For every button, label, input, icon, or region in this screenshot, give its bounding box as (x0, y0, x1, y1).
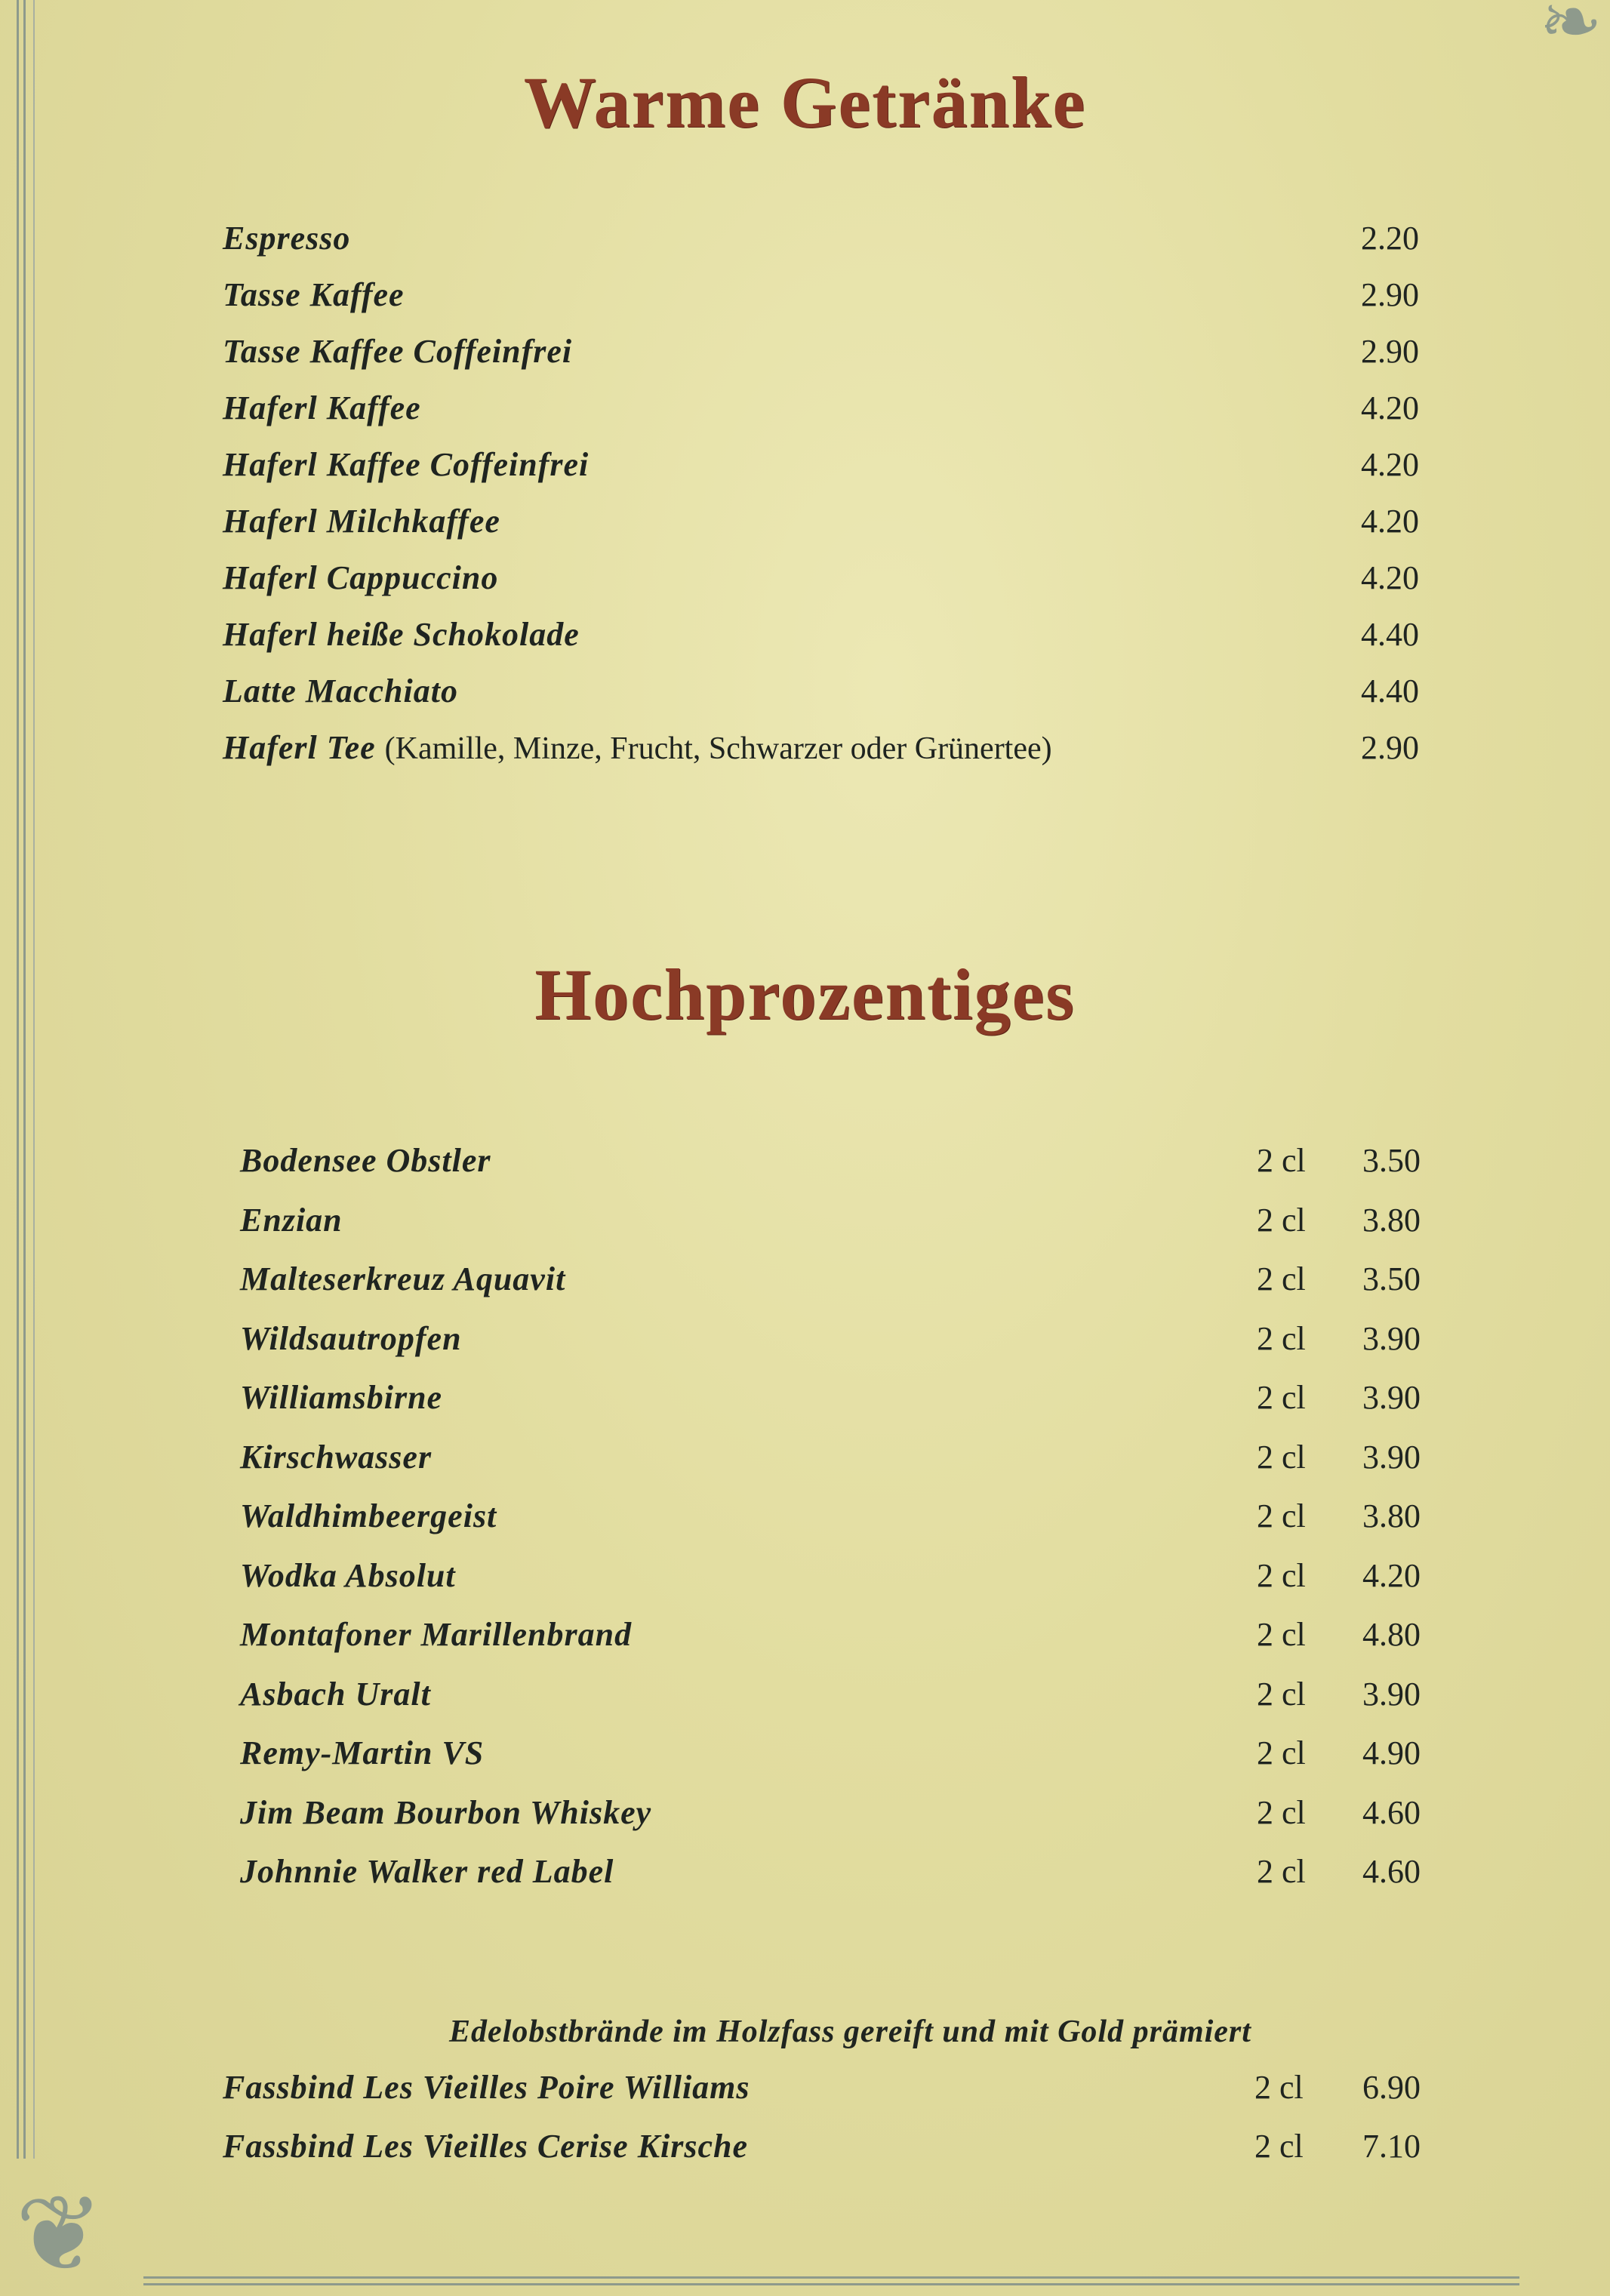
menu-item (223, 332, 1419, 385)
item-name (240, 1615, 632, 1654)
item-name (223, 559, 498, 597)
item-name (223, 615, 580, 654)
menu-item (240, 1319, 1421, 1372)
item-name-text: Asbach Uralt (240, 1675, 431, 1713)
item-unit: 2 cl (1257, 1260, 1306, 1297)
item-price: 3.80 (1362, 1201, 1421, 1239)
item-name-text: Wodka Absolut (240, 1556, 456, 1594)
left-border-inner (33, 0, 35, 2159)
item-price: 4.80 (1362, 1616, 1421, 1653)
item-unit: 2 cl (1257, 1675, 1306, 1713)
bottom-border (143, 2276, 1519, 2285)
item-name (223, 2068, 750, 2107)
item-price: 3.90 (1362, 1675, 1421, 1713)
item-unit: 2 cl (1257, 1793, 1306, 1831)
item-name-text: Enzian (240, 1201, 343, 1239)
item-note: (Kamille, Minze, Frucht, Schwarzer oder Grünertee) (384, 731, 1052, 766)
item-name (223, 389, 421, 427)
item-price: 7.10 (1362, 2128, 1421, 2165)
menu-item (240, 1852, 1421, 1905)
menu-item (240, 1615, 1421, 1668)
item-price: 4.20 (1362, 1556, 1421, 1594)
menu-item (240, 1793, 1421, 1846)
item-unit: 2 cl (1257, 1319, 1306, 1357)
menu-item (240, 1260, 1421, 1313)
item-name-text: Waldhimbeergeist (240, 1497, 497, 1534)
item-price: 3.50 (1362, 1260, 1421, 1297)
item-name (223, 219, 350, 257)
menu-item (240, 1378, 1421, 1431)
menu-item (223, 389, 1419, 442)
menu-item (223, 2068, 1421, 2121)
item-price: 4.20 (1361, 559, 1419, 596)
item-unit: 2 cl (1257, 1497, 1306, 1534)
item-price: 3.80 (1362, 1497, 1421, 1534)
item-unit: 2 cl (1257, 1616, 1306, 1653)
item-name-text: Haferl Cappuccino (223, 559, 499, 596)
left-border (17, 0, 26, 2159)
item-name-text: Haferl Milchkaffee (223, 503, 500, 540)
edelobst-subtitle: Edelobstbrände im Holzfass gereift und mit Gold prämiert (449, 2014, 1251, 2049)
item-price: 2.90 (1361, 333, 1419, 370)
item-price: 2.90 (1361, 276, 1419, 313)
menu-item (223, 615, 1419, 668)
item-name (223, 728, 1052, 767)
menu-item (223, 2127, 1421, 2180)
menu-item (240, 1141, 1421, 1194)
item-name-text: Haferl Tee (223, 729, 376, 766)
menu-item (240, 1497, 1421, 1550)
item-name-text: Fassbind Les Vieilles Cerise Kirsche (223, 2128, 749, 2165)
item-unit: 2 cl (1257, 1142, 1306, 1179)
item-price: 3.90 (1362, 1379, 1421, 1416)
section-title-warme-getraenke: Warme Getränke (523, 62, 1087, 143)
item-name (240, 1497, 497, 1535)
menu-item (223, 502, 1419, 555)
item-name (223, 445, 589, 484)
item-price: 6.90 (1362, 2069, 1421, 2106)
menu-item (223, 275, 1419, 328)
menu-item (223, 728, 1419, 781)
item-name-text: Kirschwasser (240, 1438, 433, 1476)
item-unit: 2 cl (1257, 1556, 1306, 1594)
item-price: 4.20 (1361, 503, 1419, 540)
item-name (240, 1793, 651, 1832)
item-price: 4.40 (1361, 616, 1419, 653)
corner-ornament-icon: ❧ (1539, 0, 1602, 64)
item-price: 3.50 (1362, 1142, 1421, 1179)
item-name-text: Haferl Kaffee (223, 389, 421, 426)
item-name (240, 1141, 491, 1180)
item-name-text: Latte Macchiato (223, 672, 458, 709)
item-unit: 2 cl (1254, 2128, 1304, 2165)
item-name (223, 332, 572, 371)
item-price: 2.90 (1361, 729, 1419, 766)
item-unit: 2 cl (1257, 1853, 1306, 1890)
item-name (240, 1201, 343, 1239)
item-name-text: Bodensee Obstler (240, 1142, 491, 1179)
item-name-text: Remy-Martin VS (240, 1734, 485, 1771)
item-name-text: Fassbind Les Vieilles Poire Williams (223, 2069, 750, 2106)
item-price: 4.90 (1362, 1734, 1421, 1771)
item-unit: 2 cl (1257, 1734, 1306, 1771)
item-unit: 2 cl (1257, 1379, 1306, 1416)
item-name (240, 1556, 456, 1595)
item-price: 4.60 (1362, 1793, 1421, 1831)
item-name-text: Haferl Kaffee Coffeinfrei (223, 446, 590, 483)
item-name (240, 1438, 432, 1476)
item-price: 4.40 (1361, 672, 1419, 709)
menu-item (240, 1438, 1421, 1491)
item-name (223, 672, 458, 710)
item-name (240, 1734, 484, 1772)
item-unit: 2 cl (1257, 1438, 1306, 1476)
item-unit: 2 cl (1254, 2069, 1304, 2106)
item-name (240, 1675, 431, 1713)
item-name-text: Jim Beam Bourbon Whiskey (240, 1793, 652, 1831)
item-name-text: Williamsbirne (240, 1379, 443, 1416)
item-price: 4.20 (1361, 446, 1419, 483)
item-name-text: Haferl heiße Schokolade (223, 616, 580, 653)
item-name (240, 1319, 462, 1358)
item-name-text: Tasse Kaffee (223, 276, 405, 313)
menu-item (240, 1201, 1421, 1254)
item-name (240, 1260, 565, 1298)
menu-item (223, 445, 1419, 498)
item-price: 2.20 (1361, 220, 1419, 257)
menu-item (223, 672, 1419, 725)
item-name-text: Wildsautropfen (240, 1319, 462, 1357)
menu-item (223, 219, 1419, 272)
menu-item (240, 1734, 1421, 1787)
item-price: 3.90 (1362, 1319, 1421, 1357)
item-price: 4.60 (1362, 1853, 1421, 1890)
item-name (223, 275, 405, 314)
menu-item (240, 1556, 1421, 1609)
item-name (223, 502, 500, 540)
menu-item (240, 1675, 1421, 1728)
item-name (240, 1378, 442, 1417)
item-name-text: Tasse Kaffee Coffeinfrei (223, 333, 573, 370)
section-title-hochprozentiges: Hochprozentiges (534, 954, 1076, 1035)
item-name-text: Malteserkreuz Aquavit (240, 1260, 566, 1297)
item-name-text: Montafoner Marillenbrand (240, 1616, 633, 1653)
item-price: 4.20 (1361, 389, 1419, 426)
item-name-text: Espresso (223, 220, 351, 257)
corner-ornament-icon: ❦ (15, 2177, 104, 2294)
item-name (223, 2127, 748, 2165)
item-price: 3.90 (1362, 1438, 1421, 1476)
menu-item (223, 559, 1419, 611)
item-name-text: Johnnie Walker red Label (240, 1853, 614, 1890)
item-unit: 2 cl (1257, 1201, 1306, 1239)
item-name (240, 1852, 614, 1891)
